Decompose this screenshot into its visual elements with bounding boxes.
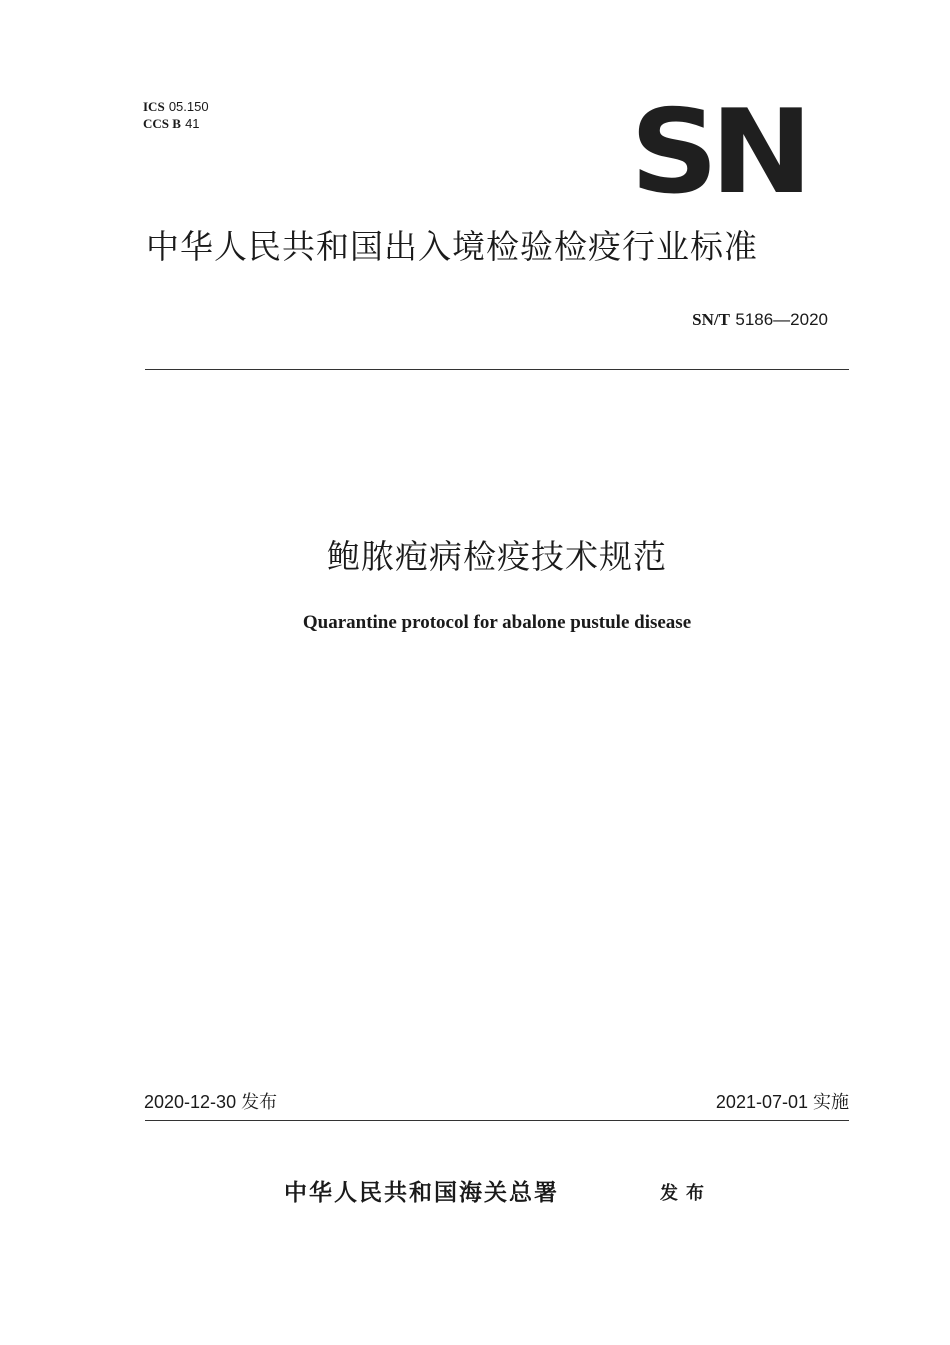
- classification-codes: [143, 99, 209, 133]
- ics-code: [143, 99, 209, 116]
- effective-date: 2021-07-01 实施: [715, 1092, 849, 1112]
- standard-number-value: 5186—2020: [735, 310, 828, 329]
- ccs-label: CCS B: [143, 116, 181, 131]
- ccs-value: 41: [185, 116, 200, 131]
- document-subtitle: Quarantine protocol for abalone pustule disease: [302, 612, 692, 633]
- ics-label: ICS: [143, 99, 165, 114]
- header-divider: [145, 369, 849, 370]
- standard-number-prefix: SN/T: [692, 310, 730, 329]
- document-title: 鲍脓疱病检疫技术规范: [327, 537, 667, 576]
- standard-category-title: 中华人民共和国出入境检验检疫行业标准: [146, 227, 758, 266]
- sn-logo: SN: [630, 85, 805, 220]
- issue-label: 发布: [660, 1183, 712, 1204]
- issue-date: 2020-12-30 发布: [144, 1092, 278, 1112]
- footer-divider: [145, 1120, 849, 1121]
- ccs-code: [143, 116, 209, 133]
- standard-number: [600, 308, 828, 332]
- ics-value: 05.150: [168, 99, 209, 114]
- issuing-authority: 中华人民共和国海关总署: [284, 1179, 559, 1206]
